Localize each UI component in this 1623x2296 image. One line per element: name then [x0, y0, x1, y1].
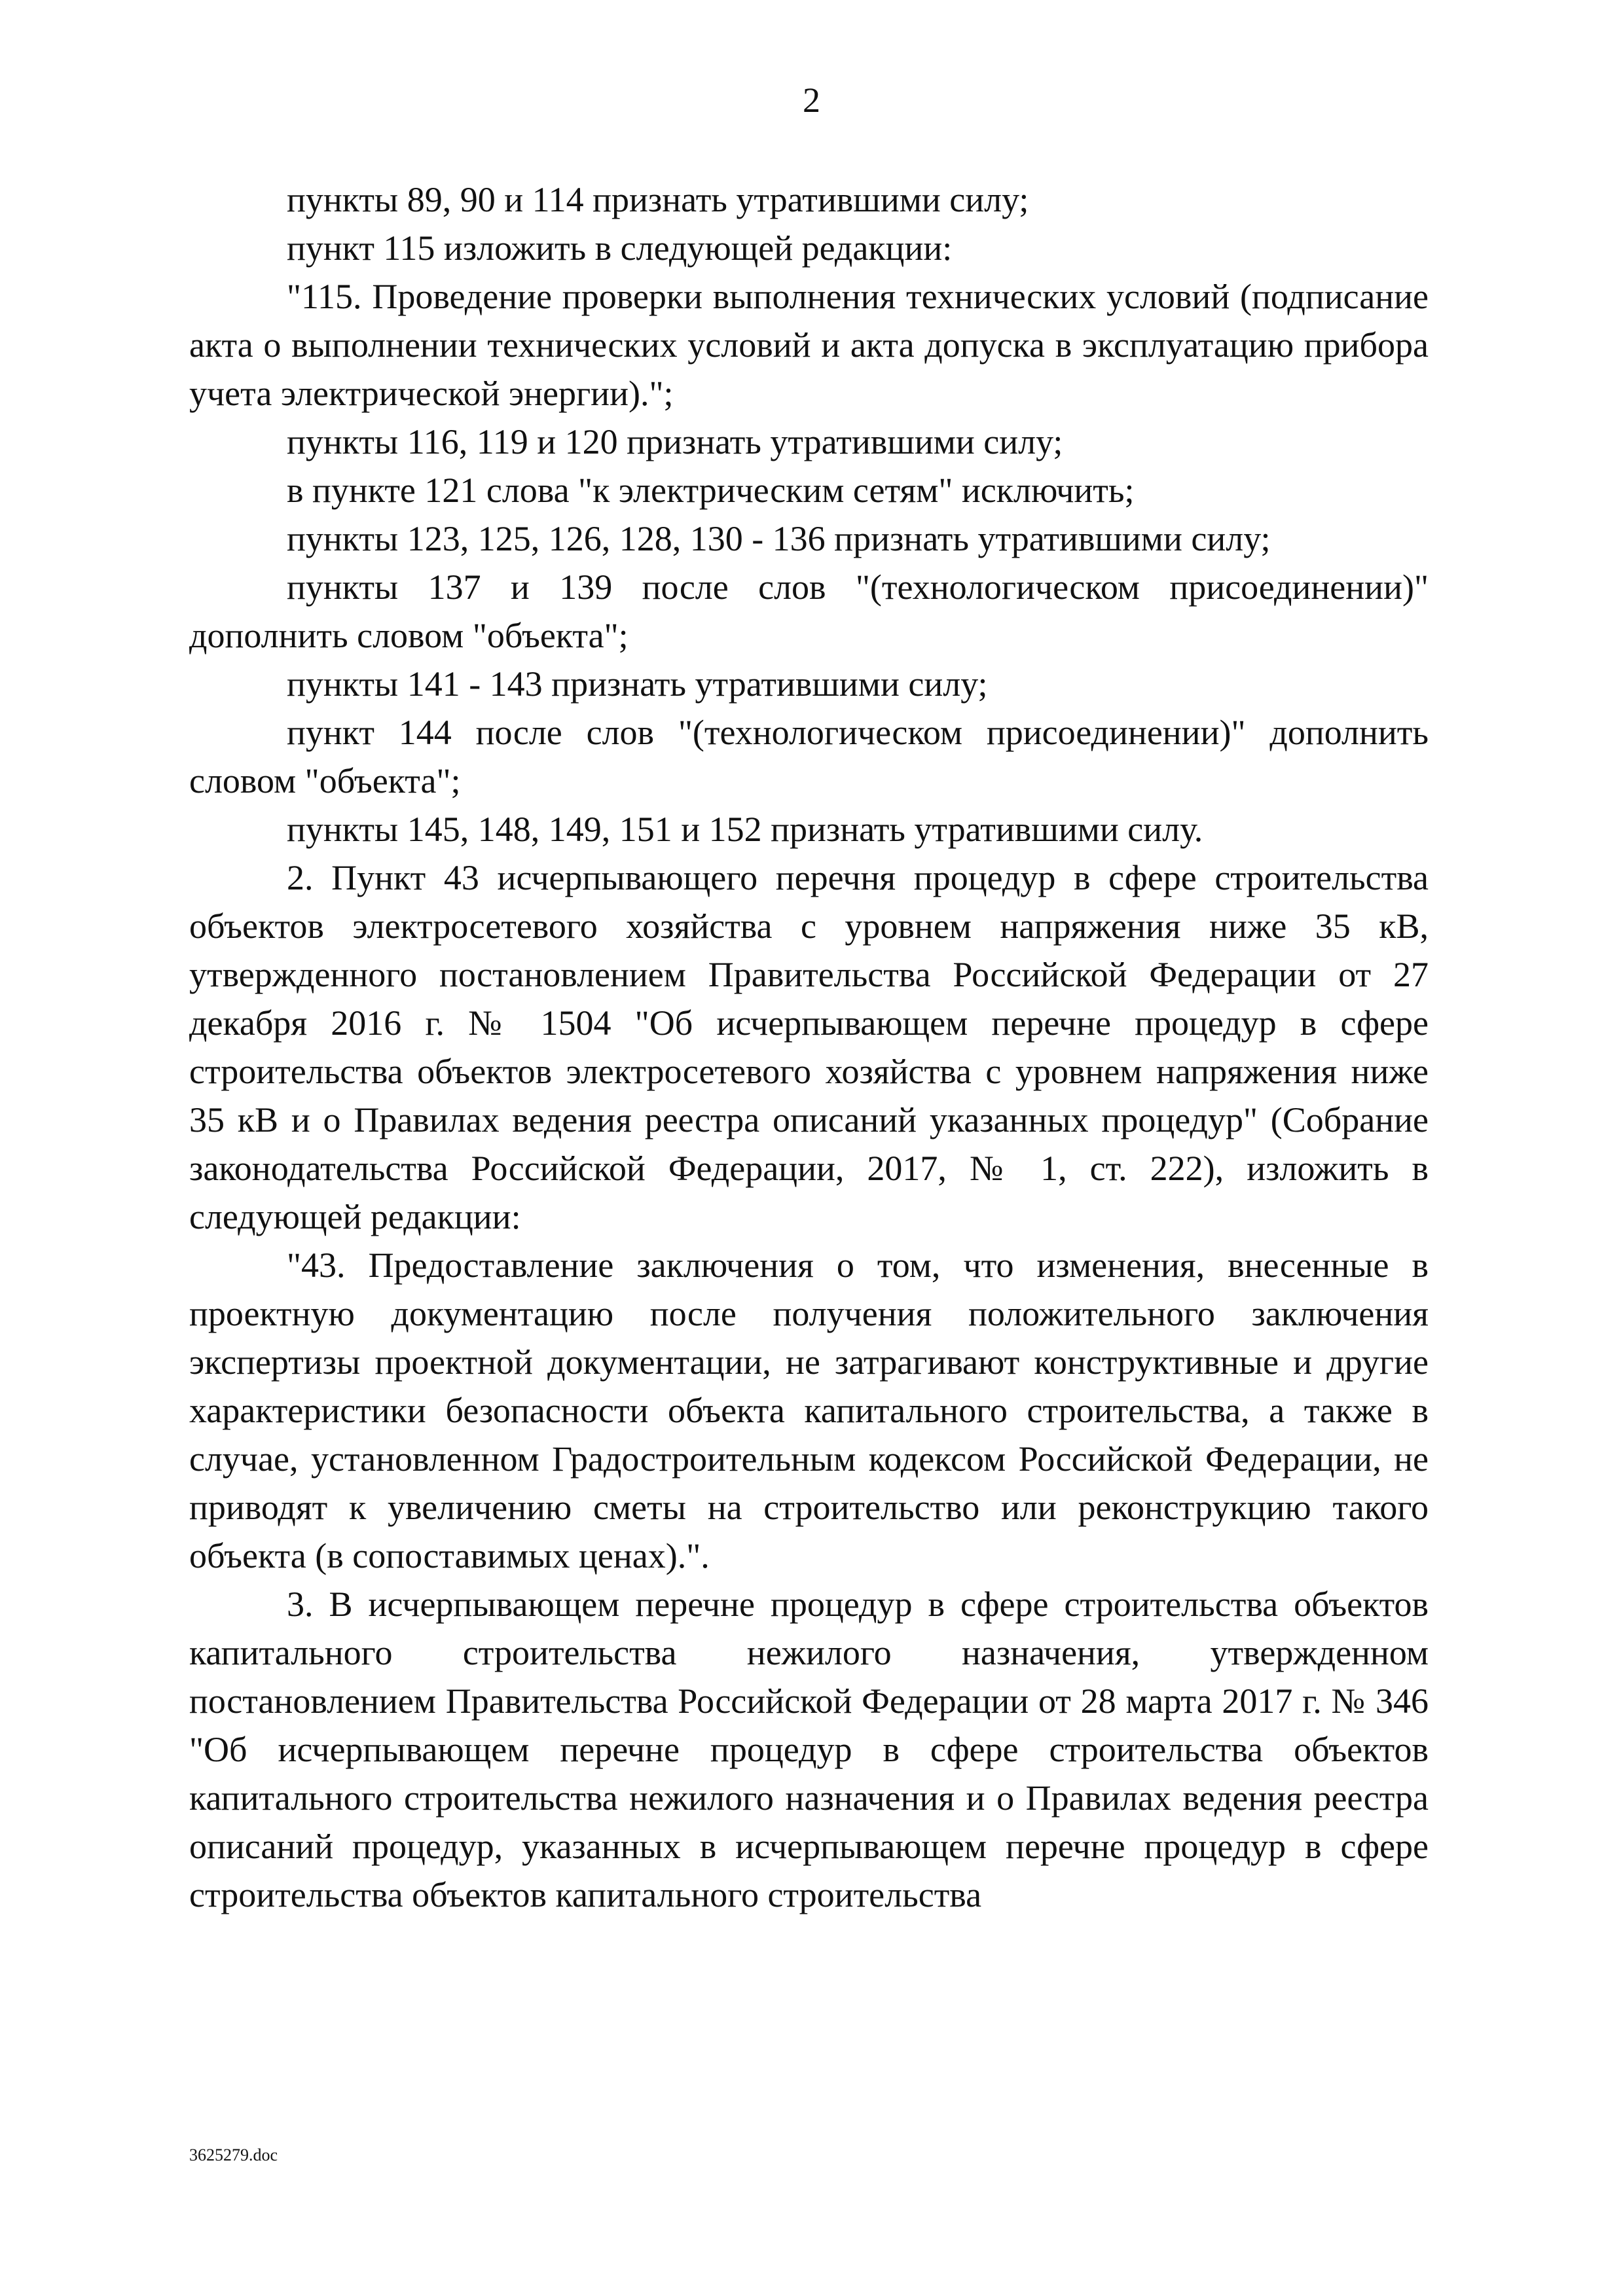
paragraph-5: в пункте 121 слова "к электрическим сетям" исключить;: [287, 471, 1135, 510]
document-body: [189, 175, 1429, 1919]
paragraph-3: "115. Проведение проверки выполнения технических условий (подписание акта о выполнении технических условий и акта допуска в эксплуатацию прибора учета электрической энергии).";: [189, 277, 1429, 413]
paragraph-13: 3. В исчерпывающем перечне процедур в сфере строительства объектов капитального строительства нежилого назначения, утвержденном постановлением Правительства Российской Федерации от 28 марта 2017 г. № 346 "Об исчерпывающем перечне процедур в сфере строительства объектов капитального строительства нежилого назначения и о Правилах ведения реестра описаний процедур, указанных в исчерпывающем перечне процедур в сфере строительства объектов капитального строительства: [189, 1585, 1429, 1914]
paragraph-8: пункты 141 - 143 признать утратившими силу;: [287, 664, 988, 704]
paragraph-11: 2. Пункт 43 исчерпывающего перечня процедур в сфере строительства объектов электросетевого хозяйства с уровнем напряжения ниже 35 кВ, утвержденного постановлением Правительства Российской Федерации от 27 декабря 2016 г. № 1504 "Об исчерпывающем перечне процедур в сфере строительства объектов электросетевого хозяйства с уровнем напряжения ниже 35 кВ и о Правилах ведения реестра описаний указанных процедур" (Собрание законодательства Российской Федерации, 2017, № 1, ст. 222), изложить в следующей редакции:: [189, 858, 1429, 1236]
document-reference: 3625279.doc: [189, 2145, 278, 2164]
paragraph-10: пункты 145, 148, 149, 151 и 152 признать утратившими силу.: [287, 810, 1203, 849]
paragraph-9: пункт 144 после слов "(технологическом присоединении)" дополнить словом "объекта";: [189, 713, 1429, 800]
page-number: 2: [803, 81, 820, 120]
paragraph-4: пункты 116, 119 и 120 признать утратившими силу;: [287, 422, 1063, 461]
paragraph-1: пункты 89, 90 и 114 признать утратившими силу;: [287, 180, 1029, 219]
paragraph-2: пункт 115 изложить в следующей редакции:: [287, 228, 953, 268]
paragraph-6: пункты 123, 125, 126, 128, 130 - 136 признать утратившими силу;: [287, 519, 1271, 558]
paragraph-12: "43. Предоставление заключения о том, что изменения, внесенные в проектную документацию после получения положительного заключения экспертизы проектной документации, не затрагивают конструктивные и другие характеристики безопасности объекта капитального строительства, а также в случае, установленном Градостроительным кодексом Российской Федерации, не приводят к увеличению сметы на строительство или реконструкцию такого объекта (в сопоставимых ценах).".: [189, 1246, 1429, 1575]
paragraph-7: пункты 137 и 139 после слов "(технологическом присоединении)" дополнить словом "объекта";: [189, 567, 1429, 655]
